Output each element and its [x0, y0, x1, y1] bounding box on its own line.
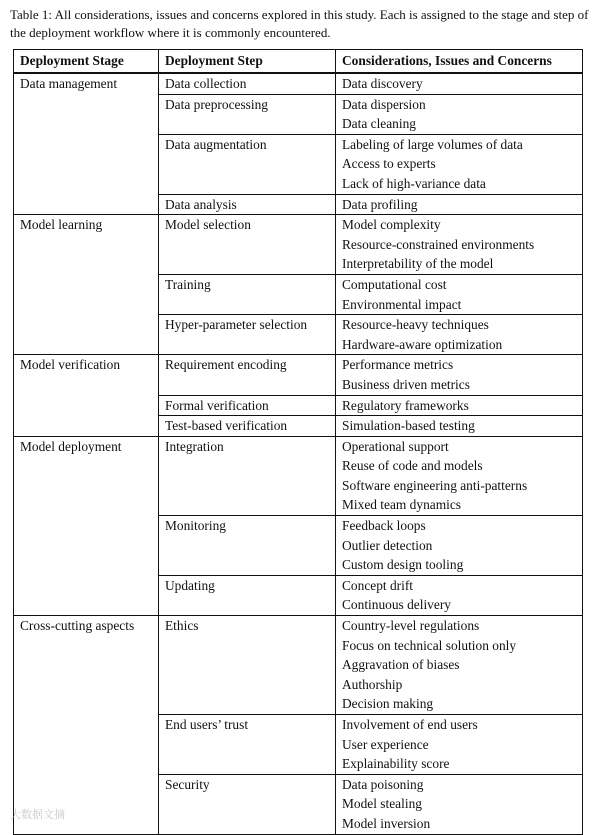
consideration-item: Interpretability of the model	[342, 256, 494, 272]
considerations-cell	[336, 715, 583, 775]
step-cell: Test-based verification	[159, 416, 336, 437]
header-deployment-step: Deployment Step	[159, 50, 336, 74]
consideration-item: Authorship	[342, 676, 403, 692]
stage-cell: Model learning	[14, 215, 159, 355]
table-row	[14, 355, 583, 395]
header-considerations: Considerations, Issues and Concerns	[336, 50, 583, 74]
step-cell: Data preprocessing	[159, 94, 336, 134]
consideration-item: Involvement of end users	[342, 717, 478, 732]
considerations-cell	[336, 774, 583, 834]
considerations-cell	[336, 73, 583, 94]
step-cell: Updating	[159, 575, 336, 615]
considerations-cell	[336, 194, 583, 215]
consideration-item: Data cleaning	[342, 116, 416, 132]
considerations-cell	[336, 616, 583, 715]
consideration-item: Access to experts	[342, 156, 436, 172]
consideration-item: Concept drift	[342, 577, 414, 593]
consideration-item: Model inversion	[342, 815, 431, 831]
consideration-item: Lack of high-variance data	[342, 175, 486, 191]
considerations-cell	[336, 355, 583, 395]
consideration-item: Performance metrics	[342, 357, 454, 373]
step-cell: Model selection	[159, 215, 336, 275]
step-cell: Requirement encoding	[159, 355, 336, 395]
step-cell: Data analysis	[159, 194, 336, 215]
considerations-cell	[336, 134, 583, 194]
consideration-item: Mixed team dynamics	[342, 497, 461, 513]
consideration-item: Regulatory frameworks	[342, 397, 469, 413]
table-body	[14, 73, 583, 834]
considerations-cell	[336, 395, 583, 416]
stage-cell: Model deployment	[14, 436, 159, 615]
consideration-item: Feedback loops	[342, 518, 426, 534]
header-row	[14, 50, 583, 74]
consideration-item: Business driven metrics	[342, 376, 470, 392]
step-cell: End users’ trust	[159, 715, 336, 775]
considerations-cell	[336, 315, 583, 355]
consideration-item: Data profiling	[342, 196, 418, 212]
consideration-item: Software engineering anti-patterns	[342, 477, 528, 493]
consideration-item: Computational cost	[342, 276, 447, 292]
considerations-table	[13, 49, 583, 835]
consideration-item: Country-level regulations	[342, 618, 480, 634]
considerations-cell	[336, 436, 583, 515]
step-cell: Data collection	[159, 73, 336, 94]
consideration-item: Outlier detection	[342, 537, 433, 553]
consideration-item: Data poisoning	[342, 776, 424, 792]
consideration-item: Reuse of code and models	[342, 458, 483, 474]
step-cell: Security	[159, 774, 336, 834]
step-cell: Ethics	[159, 616, 336, 715]
watermark: 大数据文摘	[10, 808, 65, 821]
considerations-cell	[336, 575, 583, 615]
consideration-item: Decision making	[342, 696, 434, 712]
considerations-cell	[336, 94, 583, 134]
stage-cell: Cross-cutting aspects	[14, 616, 159, 835]
step-cell: Formal verification	[159, 395, 336, 416]
consideration-item: Simulation-based testing	[342, 418, 475, 434]
considerations-cell	[336, 516, 583, 576]
consideration-item: Focus on technical solution only	[342, 637, 517, 653]
stage-cell: Data management	[14, 73, 159, 215]
table-row	[14, 73, 583, 94]
step-cell: Data augmentation	[159, 134, 336, 194]
consideration-item: Custom design tooling	[342, 557, 464, 573]
consideration-item: Data dispersion	[342, 96, 426, 112]
consideration-item: Model complexity	[342, 217, 441, 233]
consideration-item: Continuous delivery	[342, 597, 451, 613]
consideration-item: Data discovery	[342, 76, 423, 91]
consideration-item: Model stealing	[342, 796, 422, 812]
step-cell: Integration	[159, 436, 336, 515]
consideration-item: Resource-heavy techniques	[342, 317, 489, 333]
table-row	[14, 215, 583, 275]
step-cell: Hyper-parameter selection	[159, 315, 336, 355]
consideration-item: Hardware-aware optimization	[342, 336, 503, 352]
consideration-item: Labeling of large volumes of data	[342, 136, 523, 152]
table-caption: Table 1: All considerations, issues and concerns explored in this study. Each is assigned to the stage and step of the deployment workflow where it is commonly encountered.	[10, 7, 589, 40]
step-cell: Training	[159, 274, 336, 314]
consideration-item: Explainability score	[342, 756, 450, 772]
consideration-item: Operational support	[342, 438, 449, 454]
consideration-item: Environmental impact	[342, 296, 462, 312]
stage-cell: Model verification	[14, 355, 159, 436]
table-row	[14, 436, 583, 515]
consideration-item: Resource-constrained environments	[342, 236, 535, 252]
step-cell: Monitoring	[159, 516, 336, 576]
considerations-cell	[336, 215, 583, 275]
consideration-item: User experience	[342, 736, 429, 752]
considerations-cell	[336, 274, 583, 314]
header-deployment-stage: Deployment Stage	[14, 50, 159, 74]
considerations-cell	[336, 416, 583, 437]
consideration-item: Aggravation of biases	[342, 657, 460, 673]
table-row	[14, 616, 583, 715]
